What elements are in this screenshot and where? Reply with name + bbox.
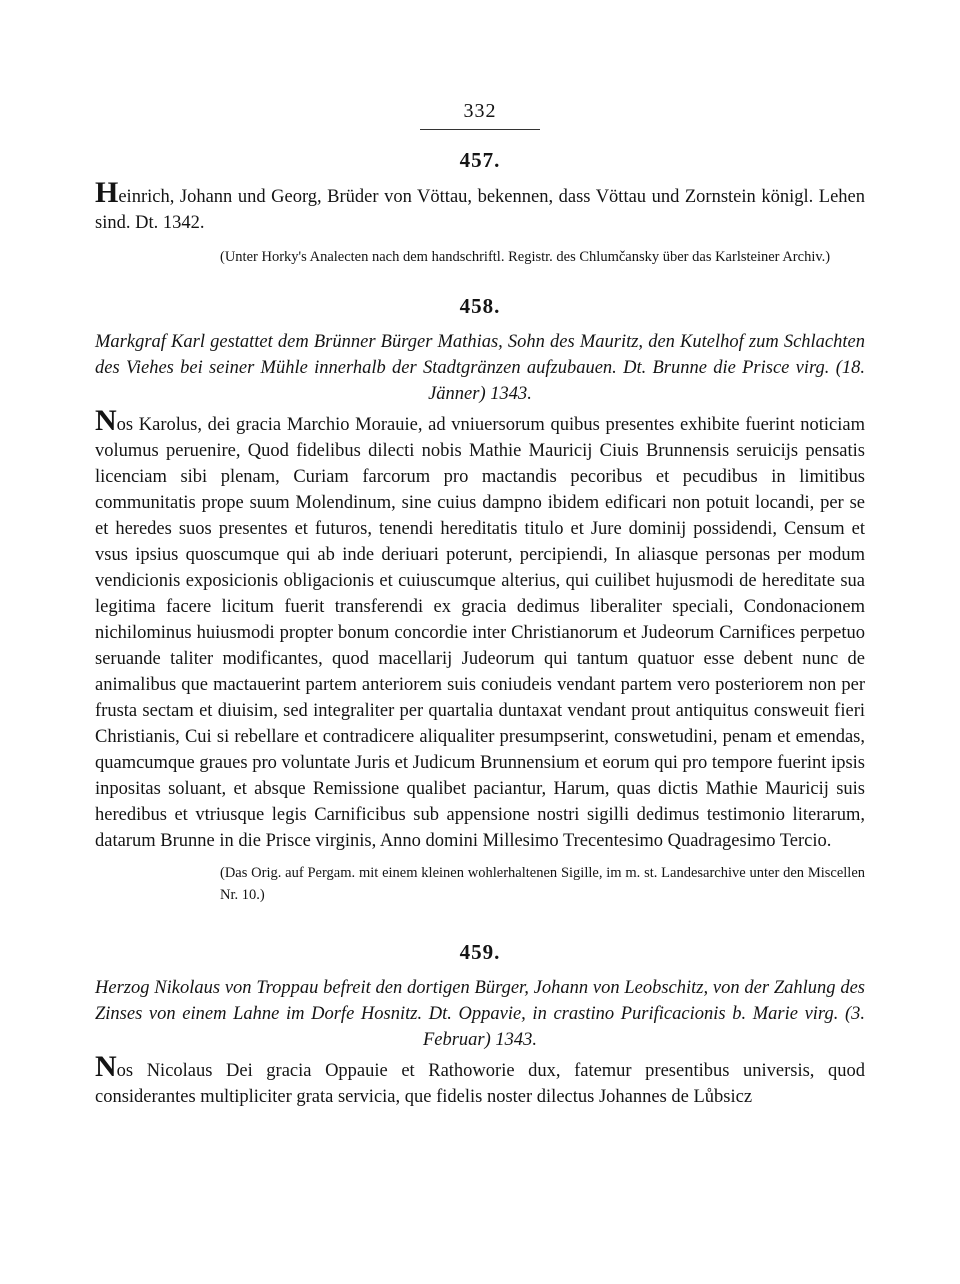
- entry-459: [95, 940, 865, 1110]
- initial-letter: H: [95, 176, 119, 209]
- charter-text: os Nicolaus Dei gracia Oppauie et Rathoworie dux, fatemur presentibus universis, quod considerantes multipliciter grata servicia, que fidelis noster dilectus Johannes de Lůbsicz: [95, 1061, 865, 1107]
- entry-457: [95, 148, 865, 268]
- initial-letter: N: [95, 404, 117, 437]
- entry-text: [95, 404, 865, 854]
- entry-text: [95, 1050, 865, 1110]
- entry-summary: [95, 176, 865, 236]
- charter-text: os Karolus, dei gracia Marchio Morauie, ad vniuersorum quibus presentes exhibite fuerint noticiam volumus peruenire, Quod fidelibus dilecti nobis Mathie Mauricij Ciuis Brunnensis seruicijs pensatis licenciam sibi plenam, Curiam farcorum pro mactandis pecoribus et pecudibus in limitibus communitatis prope suum Molendinum, sine cuius dampno ibidem edificari non potuit locandi, per se et heredes suos presentes et futuros, tenendi hereditatis titulo et Jure dominij possidendi, Censum et vsus ipsius quoscumque qui ab inde deriuari poterunt, percipiendi, In aliasque personas per modum vendicionis exposicionis obligacionis et cuiuscumque alterius, qui cuilibet hujusmodi de hereditate sua legitima facere licitum fuerit transferendi ex gracia dedimus liberaliter speciali, Condonacionem nichilominus huiusmodi propter bonum concordie inter Christianorum et Judeorum Carnifices perpetuo seruande taliter modificantes, quod macellarij Judeorum qui tantum quatuor esse debent nunc de animalibus que mactauerint partem anteriorem suis coniudeis vendant partem vero posteriorem non per frusta sectam et diuisim, sed integraliter per quartalia duntaxat vendant prout antiquitus consweuit fieri Christianis, Cui si rebellare et contradicere aliqualiter presumpserint, conswetudini, penam et emendas, quamcumque graues pro voluntate Juris et Judicum Brunnensium et eorum qui pro tempore fuerint ipsis inpositas soluant, et absque Remissione qualibet paciantur, Harum, quas dictis Mathie Mauricij suis heredibus et vtriusque legis Carnificibus sub appensione nostri sigilli dedimus testimonio literarum, datarum Brunne in die Prisce virginis, Anno domini Millesimo Trecentesimo Quadragesimo Tercio.: [95, 415, 865, 851]
- header-rule: [420, 129, 540, 130]
- entry-number: 459.: [459, 940, 501, 964]
- entry-summary: Herzog Nikolaus von Troppau befreit den dortigen Bürger, Johann von Leobschitz, von der Zahlung des Zinses von einem Lahne im Dorfe Hosnitz. Dt. Oppavie, in crastino Purificacionis b. Marie virg. (3. Februar) 1343.: [95, 978, 865, 1050]
- entry-458: [95, 294, 865, 906]
- page-number: 332: [463, 100, 497, 122]
- source-note: (Das Orig. auf Pergam. mit einem kleinen wohlerhaltenen Sigille, im m. st. Landesarchive unter den Miscellen Nr. 10.): [220, 865, 865, 903]
- entry-number: 457.: [459, 148, 501, 172]
- summary-text: einrich, Johann und Georg, Brüder von Vöttau, bekennen, dass Vöttau und Zornstein königl. Lehen sind. Dt. 1342.: [95, 187, 865, 233]
- source-note: (Unter Horky's Analecten nach dem handschriftl. Registr. des Chlumčansky über das Karlsteiner Archiv.): [220, 249, 831, 265]
- document-page: [95, 100, 865, 1110]
- entry-number: 458.: [459, 294, 501, 318]
- entry-summary: Markgraf Karl gestattet dem Brünner Bürger Mathias, Sohn des Mauritz, den Kutelhof zum Schlachten des Viehes bei seiner Mühle innerhalb der Stadtgränzen aufzubauen. Dt. Brunne die Prisce virg. (18. Jänner) 1343.: [95, 332, 865, 404]
- initial-letter: N: [95, 1050, 117, 1083]
